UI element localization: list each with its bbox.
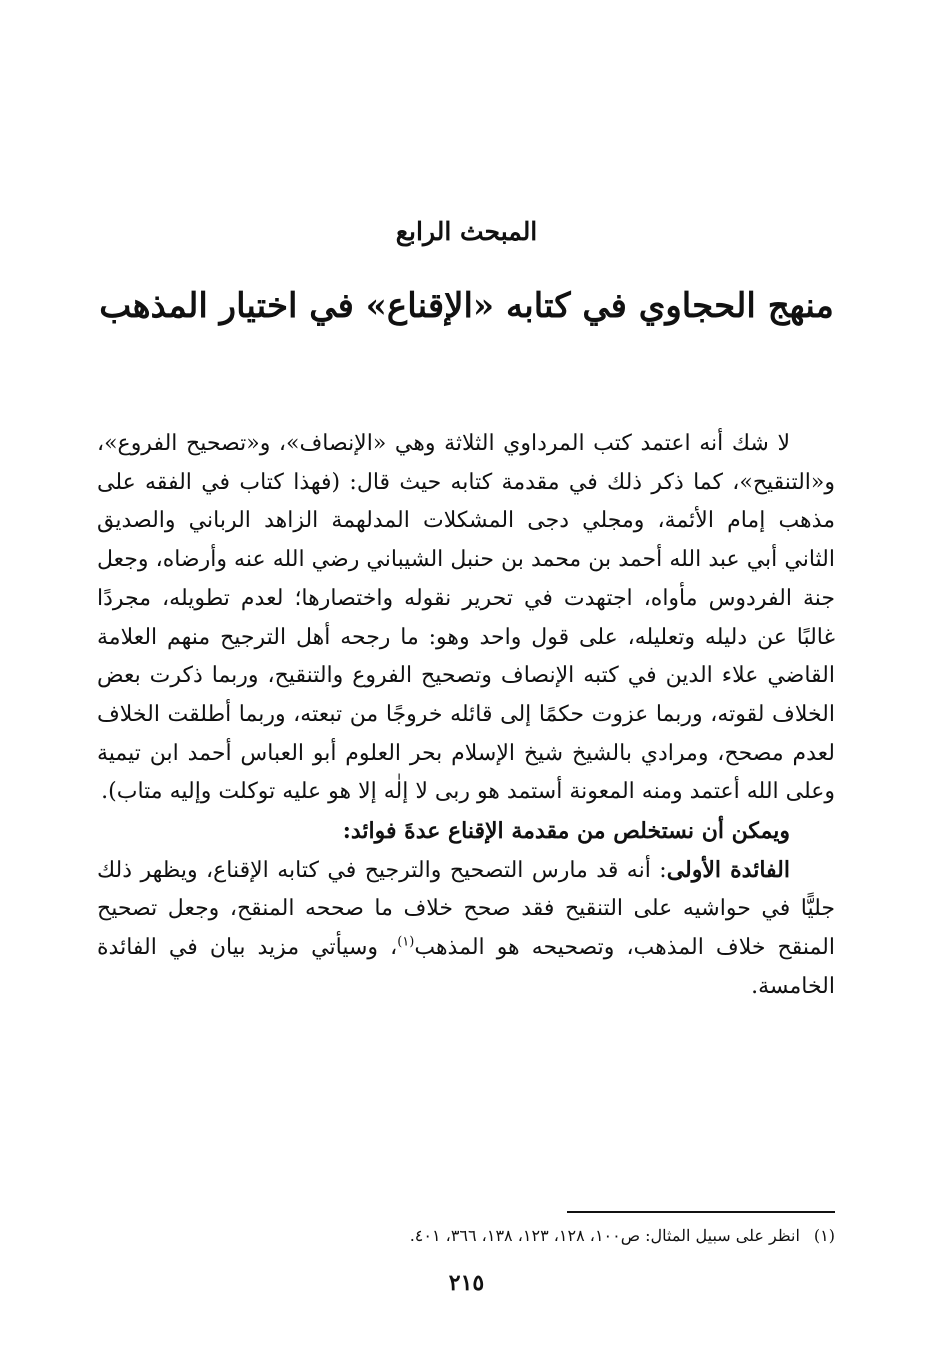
footnote xyxy=(97,1222,835,1250)
intro-paragraph: لا شك أنه اعتمد كتب المرداوي الثلاثة وهي «الإنصاف»، و«تصحيح الفروع»، و«التنقيح»، كما ذكر ذلك في مقدمة كتابه حيث قال: (فهذا كتاب في الفقه على مذهب إمام الأئمة، ومجلي دجى المشكلات المدلهمة الزاهد الرباني والصديق الثاني أبي عبد الله أحمد بن محمد بن حنبل الشيباني رضي الله عنه وأرضاه، وجعل جنة الفردوس مأواه، اجتهدت في تحرير نقوله واختصارها؛ لعدم تطويله، مجردًا غالبًا عن دليله وتعليله، على قول واحد وهو: ما رجحه أهل الترجيح منهم العلامة القاضي علاء الدين في كتبه الإنصاف وتصحيح الفروع والتنقيح، وربما ذكرت بعض الخلاف لقوته، وربما عزوت حكمًا إلى قائله خروجًا من تبعته، وربما أطلقت الخلاف لعدم مصحح، ومرادي بالشيخ شيخ الإسلام بحر العلوم أبو العباس أحمد ابن تيمية وعلى الله أعتمد ومنه المعونة أستمد هو ربى لا إلٰه إلا هو عليه توكلت وإليه متاب). xyxy=(97,431,835,805)
footnote-number: (١) xyxy=(813,1226,835,1245)
body-text xyxy=(97,425,835,1007)
section-title: منهج الحجاوي في كتابه «الإقناع» في اختيار المذهب xyxy=(99,286,834,326)
first-benefit-text-part2: ، وسيأتي مزيد بيان في الفائدة الخامسة. xyxy=(97,935,835,999)
chapter-heading: المبحث الرابع xyxy=(395,217,538,246)
footnote-reference[interactable]: (١) xyxy=(397,934,415,950)
first-benefit-paragraph xyxy=(97,851,835,1007)
first-benefit-text-part1: : أنه قد مارس التصحيح والترجيح في كتابه الإقناع، ويظهر ذلك جليًّا في حواشيه على التنقيح فقد صحح خلاف ما صححه المنقح، وجعل تصحيح المنقح خلاف المذهب، وتصحيحه هو المذهب xyxy=(97,857,835,961)
footnote-separator xyxy=(567,1211,835,1213)
benefits-lead-line: ويمكن أن نستخلص من مقدمة الإقناع عدةَ فوائد: xyxy=(342,818,790,845)
footnote-text: انظر على سبيل المثال: ص١٠٠، ١٢٨، ١٢٣، ١٣٨، ٣٦٦، ٤٠١. xyxy=(409,1226,800,1245)
page-number: ٢١٥ xyxy=(448,1270,485,1296)
first-benefit-label: الفائدة الأولى xyxy=(666,856,790,883)
